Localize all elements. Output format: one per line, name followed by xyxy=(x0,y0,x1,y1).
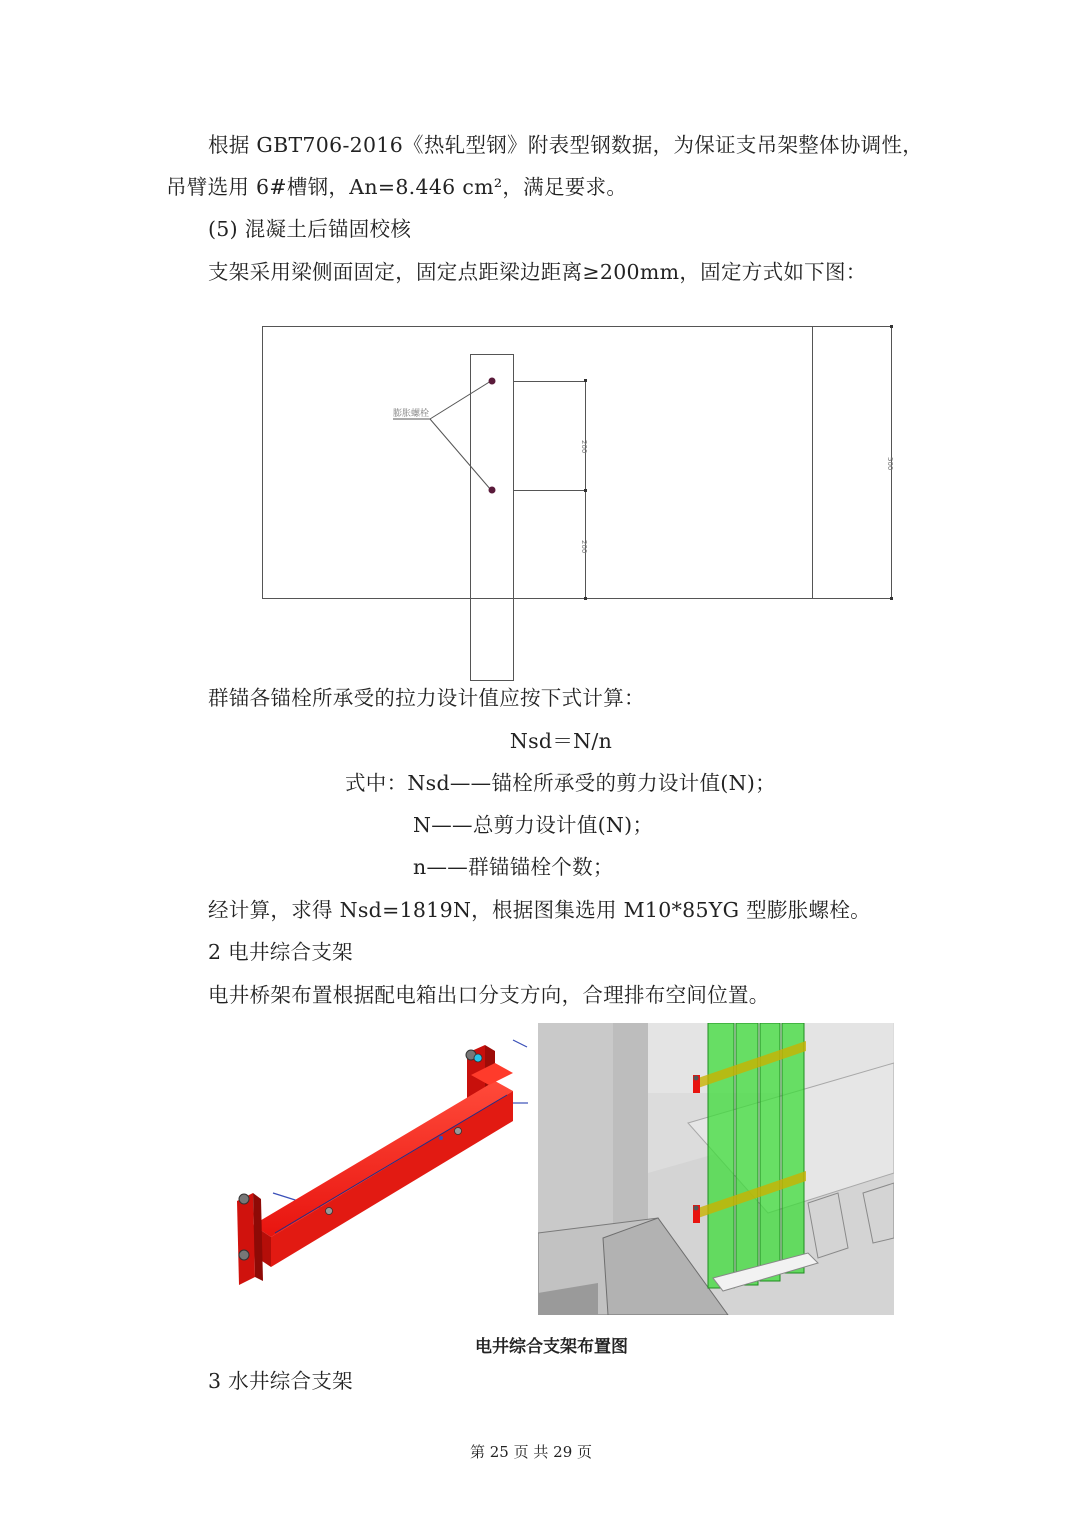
formula: Nsd＝N/n xyxy=(509,729,613,753)
dimension-label: 200 xyxy=(580,440,588,454)
section-heading: 2 电井综合支架 xyxy=(208,940,353,964)
paragraph-line: 经计算，求得 Nsd=1819N，根据图集选用 M10*85YG 型膨胀螺栓。 xyxy=(208,898,871,922)
bracket-3d-image xyxy=(215,1025,535,1295)
bolt-head xyxy=(326,1208,333,1215)
paragraph-line: 根据 GBT706-2016《热轧型钢》附表型钢数据，为保证支吊架整体协调性， xyxy=(208,133,924,157)
formula-note: 式中：Nsd——锚栓所承受的剪力设计值(N)； xyxy=(345,771,776,795)
leader-line xyxy=(430,381,491,419)
anchor-bolt xyxy=(489,487,496,494)
formula-note: N——总剪力设计值(N)； xyxy=(413,813,654,837)
paragraph-line: 支架采用梁侧面固定，固定点距梁边距离≥200mm，固定方式如下图： xyxy=(208,260,867,284)
beam-outline xyxy=(263,327,813,599)
dimension-label: 500 xyxy=(886,457,894,471)
paragraph-line: 电井桥架布置根据配电箱出口分支方向，合理排布空间位置。 xyxy=(208,983,770,1007)
section-heading: 3 水井综合支架 xyxy=(208,1369,353,1393)
dimension-label: 200 xyxy=(580,540,588,554)
anchor-bolt xyxy=(489,378,496,385)
bolt-head xyxy=(239,1250,249,1260)
section-heading: (5) 混凝土后锚固校核 xyxy=(208,217,412,241)
paragraph-line: 群锚各锚栓所承受的拉力设计值应按下式计算： xyxy=(208,686,645,710)
anchor-fixing-drawing xyxy=(255,318,905,683)
shaft-3d-image xyxy=(538,1023,894,1315)
anchor-label: 膨胀螺栓 xyxy=(393,409,430,419)
formula-note: n——群锚锚栓个数； xyxy=(413,855,614,879)
page-footer: 第 25 页 共 29 页 xyxy=(470,1443,593,1461)
cable-tray xyxy=(708,1023,734,1288)
cable-tray xyxy=(782,1023,804,1273)
bolt-head xyxy=(455,1128,462,1135)
bolt-head xyxy=(439,1136,443,1140)
paragraph-line: 吊臂选用 6#槽钢，An=8.446 cm²，满足要求。 xyxy=(166,175,628,199)
bolt-head xyxy=(474,1054,482,1062)
leader-line xyxy=(430,419,491,490)
bracket-plate xyxy=(471,355,514,681)
figure-caption: 电井综合支架布置图 xyxy=(475,1337,628,1357)
bolt-head xyxy=(239,1194,249,1204)
